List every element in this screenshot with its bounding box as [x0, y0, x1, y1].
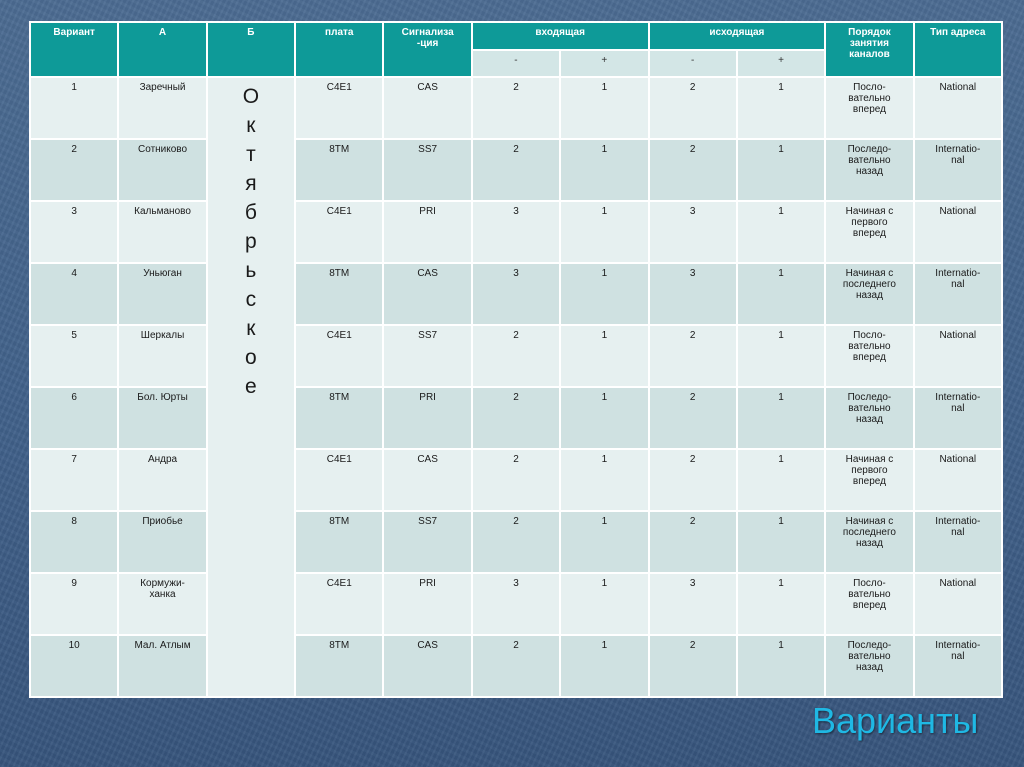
cell-variant-number: 6 [31, 388, 117, 448]
vertical-letter: к [246, 114, 256, 137]
cell-outgoing-plus: 1 [738, 388, 824, 448]
vertical-letter: р [245, 230, 257, 253]
cell-address-type: Internatio- nal [915, 388, 1001, 448]
cell-signaling: SS7 [384, 140, 470, 200]
table-row [31, 450, 1001, 510]
cell-location-a: Бол. Юрты [119, 388, 205, 448]
cell-outgoing-minus: 2 [650, 326, 736, 386]
vertical-letter: я [245, 172, 257, 195]
cell-location-a: Приобье [119, 512, 205, 572]
table-row [31, 388, 1001, 448]
header-address-type: Тип адреса [915, 23, 1001, 76]
cell-location-a: Андра [119, 450, 205, 510]
cell-outgoing-plus: 1 [738, 450, 824, 510]
cell-location-a: Сотниково [119, 140, 205, 200]
cell-signaling: CAS [384, 450, 470, 510]
cell-plata: 8TM [296, 388, 382, 448]
cell-incoming-plus: 1 [561, 202, 647, 262]
cell-outgoing-plus: 1 [738, 636, 824, 696]
cell-address-type: National [915, 78, 1001, 138]
cell-incoming-minus: 2 [473, 78, 559, 138]
vertical-letter: О [242, 85, 260, 108]
vertical-letter: е [245, 375, 257, 398]
cell-signaling: CAS [384, 636, 470, 696]
vertical-letter: к [246, 317, 256, 340]
cell-variant-number: 4 [31, 264, 117, 324]
cell-outgoing-plus: 1 [738, 264, 824, 324]
header-b: Б [208, 23, 294, 76]
cell-incoming-minus: 2 [473, 388, 559, 448]
vertical-letter: о [245, 346, 257, 369]
cell-outgoing-plus: 1 [738, 512, 824, 572]
cell-address-type: National [915, 326, 1001, 386]
cell-incoming-minus: 2 [473, 636, 559, 696]
table-row [31, 512, 1001, 572]
cell-location-b [208, 78, 294, 696]
cell-outgoing-minus: 2 [650, 78, 736, 138]
table-row [31, 636, 1001, 696]
cell-outgoing-minus: 2 [650, 140, 736, 200]
cell-location-a: Шеркалы [119, 326, 205, 386]
vertical-text-b [210, 82, 292, 401]
cell-incoming-minus: 2 [473, 140, 559, 200]
cell-channel-order: Начиная с последнего назад [826, 512, 912, 572]
header-variant: Вариант [31, 23, 117, 76]
cell-plata: 8TM [296, 512, 382, 572]
cell-address-type: Internatio- nal [915, 636, 1001, 696]
cell-location-a: Кормужи- ханка [119, 574, 205, 634]
cell-location-a: Кальманово [119, 202, 205, 262]
cell-channel-order: Посло- вательно вперед [826, 326, 912, 386]
vertical-letter: б [244, 201, 257, 224]
cell-incoming-plus: 1 [561, 78, 647, 138]
cell-signaling: CAS [384, 78, 470, 138]
cell-incoming-plus: 1 [561, 140, 647, 200]
cell-plata: C4E1 [296, 78, 382, 138]
cell-variant-number: 7 [31, 450, 117, 510]
cell-incoming-plus: 1 [561, 636, 647, 696]
cell-signaling: PRI [384, 202, 470, 262]
cell-signaling: SS7 [384, 512, 470, 572]
cell-incoming-minus: 2 [473, 450, 559, 510]
cell-channel-order: Посло- вательно вперед [826, 78, 912, 138]
cell-outgoing-minus: 3 [650, 202, 736, 262]
cell-location-a: Заречный [119, 78, 205, 138]
cell-channel-order: Посло- вательно вперед [826, 574, 912, 634]
header-incoming: входящая [473, 23, 648, 49]
cell-channel-order: Начиная с последнего назад [826, 264, 912, 324]
cell-incoming-minus: 3 [473, 202, 559, 262]
cell-incoming-plus: 1 [561, 264, 647, 324]
cell-incoming-plus: 1 [561, 574, 647, 634]
cell-address-type: Internatio- nal [915, 512, 1001, 572]
cell-outgoing-plus: 1 [738, 326, 824, 386]
header-plata: плата [296, 23, 382, 76]
cell-plata: C4E1 [296, 450, 382, 510]
cell-plata: 8TM [296, 140, 382, 200]
cell-outgoing-plus: 1 [738, 202, 824, 262]
header-outgoing-plus: + [738, 51, 824, 76]
cell-plata: 8TM [296, 264, 382, 324]
variants-table [29, 21, 1003, 698]
cell-address-type: National [915, 450, 1001, 510]
cell-variant-number: 2 [31, 140, 117, 200]
cell-plata: C4E1 [296, 202, 382, 262]
cell-incoming-plus: 1 [561, 450, 647, 510]
cell-address-type: Internatio- nal [915, 140, 1001, 200]
cell-signaling: CAS [384, 264, 470, 324]
cell-outgoing-minus: 2 [650, 636, 736, 696]
cell-outgoing-plus: 1 [738, 140, 824, 200]
table-row [31, 574, 1001, 634]
cell-signaling: PRI [384, 574, 470, 634]
cell-signaling: SS7 [384, 326, 470, 386]
cell-location-a: Мал. Атлым [119, 636, 205, 696]
cell-address-type: National [915, 574, 1001, 634]
cell-variant-number: 3 [31, 202, 117, 262]
cell-incoming-plus: 1 [561, 512, 647, 572]
header-signal: Сигнализа -ция [384, 23, 470, 76]
header-incoming-minus: - [473, 51, 559, 76]
cell-plata: C4E1 [296, 326, 382, 386]
cell-outgoing-minus: 2 [650, 388, 736, 448]
cell-signaling: PRI [384, 388, 470, 448]
cell-channel-order: Последо- вательно назад [826, 636, 912, 696]
slide-title: Варианты [812, 700, 979, 741]
cell-variant-number: 8 [31, 512, 117, 572]
vertical-letter: с [245, 288, 257, 311]
header-a: А [119, 23, 205, 76]
table-row [31, 78, 1001, 138]
cell-incoming-plus: 1 [561, 326, 647, 386]
header-order: Порядок занятия каналов [826, 23, 912, 76]
table-row [31, 202, 1001, 262]
cell-channel-order: Последо- вательно назад [826, 388, 912, 448]
cell-outgoing-minus: 2 [650, 450, 736, 510]
table-row [31, 140, 1001, 200]
cell-outgoing-minus: 2 [650, 512, 736, 572]
table-row [31, 264, 1001, 324]
cell-channel-order: Начиная с первого вперед [826, 450, 912, 510]
cell-address-type: National [915, 202, 1001, 262]
cell-outgoing-plus: 1 [738, 78, 824, 138]
cell-address-type: Internatio- nal [915, 264, 1001, 324]
cell-plata: 8TM [296, 636, 382, 696]
table-body [31, 78, 1001, 696]
cell-plata: C4E1 [296, 574, 382, 634]
cell-channel-order: Начиная с первого вперед [826, 202, 912, 262]
cell-variant-number: 5 [31, 326, 117, 386]
header-outgoing: исходящая [650, 23, 825, 49]
cell-outgoing-minus: 3 [650, 264, 736, 324]
cell-incoming-minus: 2 [473, 326, 559, 386]
cell-outgoing-minus: 3 [650, 574, 736, 634]
vertical-letter: т [246, 143, 256, 166]
cell-variant-number: 1 [31, 78, 117, 138]
cell-channel-order: Последо- вательно назад [826, 140, 912, 200]
cell-incoming-minus: 3 [473, 264, 559, 324]
header-incoming-plus: + [561, 51, 647, 76]
cell-incoming-plus: 1 [561, 388, 647, 448]
cell-incoming-minus: 2 [473, 512, 559, 572]
cell-variant-number: 9 [31, 574, 117, 634]
header-outgoing-minus: - [650, 51, 736, 76]
cell-outgoing-plus: 1 [738, 574, 824, 634]
cell-variant-number: 10 [31, 636, 117, 696]
cell-incoming-minus: 3 [473, 574, 559, 634]
cell-location-a: Уньюган [119, 264, 205, 324]
vertical-letter: ь [245, 259, 257, 282]
table-row [31, 326, 1001, 386]
